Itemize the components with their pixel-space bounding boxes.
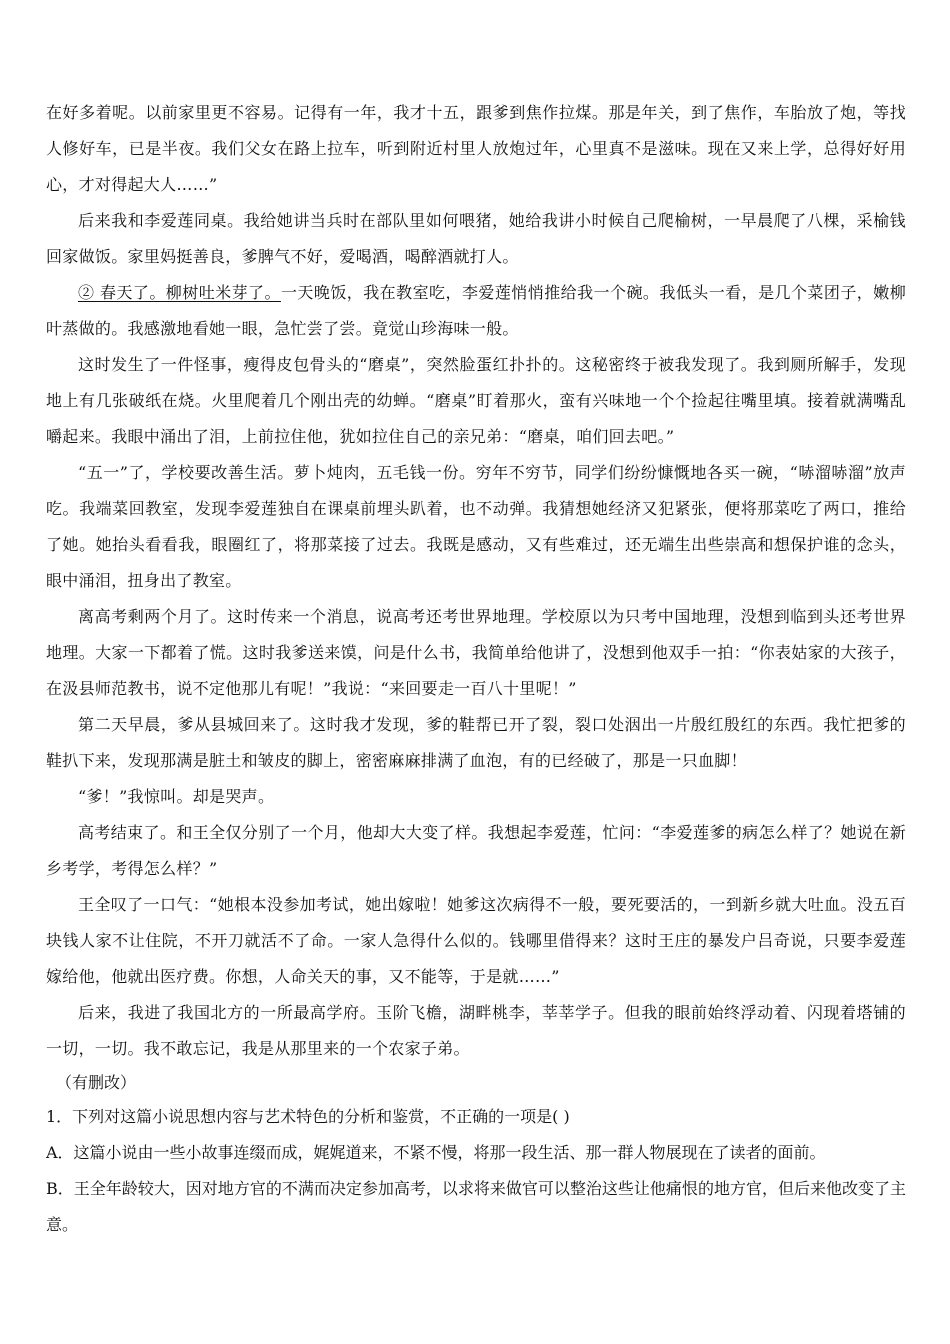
story-paragraph-3-rest: 一天晚饭，我在教室吃，李爱莲悄悄推给我一个碗。我低头一看，是几个菜团子，嫩柳叶蒸做的。我感激地看她一眼，急忙尝了尝。竟觉山珍海味一般。: [46, 283, 906, 338]
story-paragraph-1: 在好多着呢。以前家里更不容易。记得有一年，我才十五，跟爹到焦作拉煤。那是年关，到了焦作，车胎放了炮，等找人修好车，已是半夜。我们父女在路上拉车，听到附近村里人放炮过年，心里真不是滋味。现在又来上学，总得好好用心，才对得起大人……”: [46, 103, 906, 194]
story-paragraph-8: “爹！”我惊叫。却是哭声。: [78, 787, 275, 806]
question-stem: 1．下列对这篇小说思想内容与艺术特色的分析和鉴赏，不正确的一项是( ): [46, 1107, 570, 1126]
story-paragraph-6: 离高考剩两个月了。这时传来一个消息，说高考还考世界地理。学校原以为只考中国地理，没想到临到头还考世界地理。大家一下都着了慌。这时我爹送来馍，问是什么书，我简单给他讲了，没想到他双手一拍：“你表姑家的大孩子，在汲县师范教书，说不定他那儿有呢！”我说：“来回要走一百八十里呢！”: [46, 607, 906, 698]
story-paragraph-9: 高考结束了。和王全仅分别了一个月，他却大大变了样。我想起李爱莲，忙问：“李爱莲爹的病怎么样了？她说在新乡考学，考得怎么样？”: [46, 823, 906, 878]
story-paragraph-10: 王全叹了一口气：“她根本没参加考试，她出嫁啦！她爹这次病得不一般，要死要活的，一到新乡就大吐血。没五百块钱人家不让住院，不开刀就活不了命。一家人急得什么似的。钱哪里借得来？这时王庄的暴发户吕奇说，只要李爱莲嫁给他，他就出医疗费。你想，人命关天的事，又不能等，于是就……”: [46, 895, 906, 986]
story-paragraph-4: 这时发生了一件怪事，瘦得皮包骨头的“磨桌”，突然脸蛋红扑扑的。这秘密终于被我发现了。我到厕所解手，发现地上有几张破纸在烧。火里爬着几个刚出壳的幼蝉。“磨桌”盯着那火，蛮有兴味地一个个捡起往嘴里填。接着就满嘴乱嚼起来。我眼中涌出了泪，上前拉住他，犹如拉住自己的亲兄弟：“磨桌，咱们回去吧。”: [46, 355, 906, 446]
marked-sentence-2: ② 春天了。柳树吐米芽了。: [78, 283, 281, 302]
story-paragraph-11: 后来，我进了我国北方的一所最高学府。玉阶飞檐，湖畔桃李，莘莘学子。但我的眼前始终浮动着、闪现着塔铺的一切，一切。我不敢忘记，我是从那里来的一个农家子弟。: [46, 1003, 906, 1058]
document-page: [46, 95, 906, 1243]
option-a: A．这篇小说由一些小故事连缀而成，娓娓道来，不紧不慢，将那一段生活、那一群人物展现在了读者的面前。: [46, 1143, 826, 1162]
abridged-note: （有删改）: [56, 1073, 137, 1092]
story-paragraph-3: [46, 275, 906, 347]
story-paragraph-2: 后来我和李爱莲同桌。我给她讲当兵时在部队里如何喂猪，她给我讲小时候自己爬榆树，一早晨爬了八棵，采榆钱回家做饭。家里妈挺善良，爹脾气不好，爱喝酒，喝醉酒就打人。: [46, 211, 906, 266]
story-paragraph-5: “五一”了，学校要改善生活。萝卜炖肉，五毛钱一份。穷年不穷节，同学们纷纷慷慨地各买一碗，“哧溜哧溜”放声吃。我端菜回教室，发现李爱莲独自在课桌前埋头趴着，也不动弹。我猜想她经济又犯紧张，便将那菜吃了两口，推给了她。她抬头看看我，眼圈红了，将那菜接了过去。我既是感动，又有些难过，还无端生出些崇高和想保护谁的念头，眼中涌泪，扭身出了教室。: [46, 463, 906, 590]
story-paragraph-7: 第二天早晨，爹从县城回来了。这时我才发现，爹的鞋帮已开了裂，裂口处洇出一片殷红殷红的东西。我忙把爹的鞋扒下来，发现那满是脏土和皱皮的脚上，密密麻麻排满了血泡，有的已经破了，那是一只血脚！: [46, 715, 906, 770]
option-b: B．王全年龄较大，因对地方官的不满而决定参加高考，以求将来做官可以整治这些让他痛恨的地方官，但后来他改变了主意。: [46, 1179, 906, 1234]
